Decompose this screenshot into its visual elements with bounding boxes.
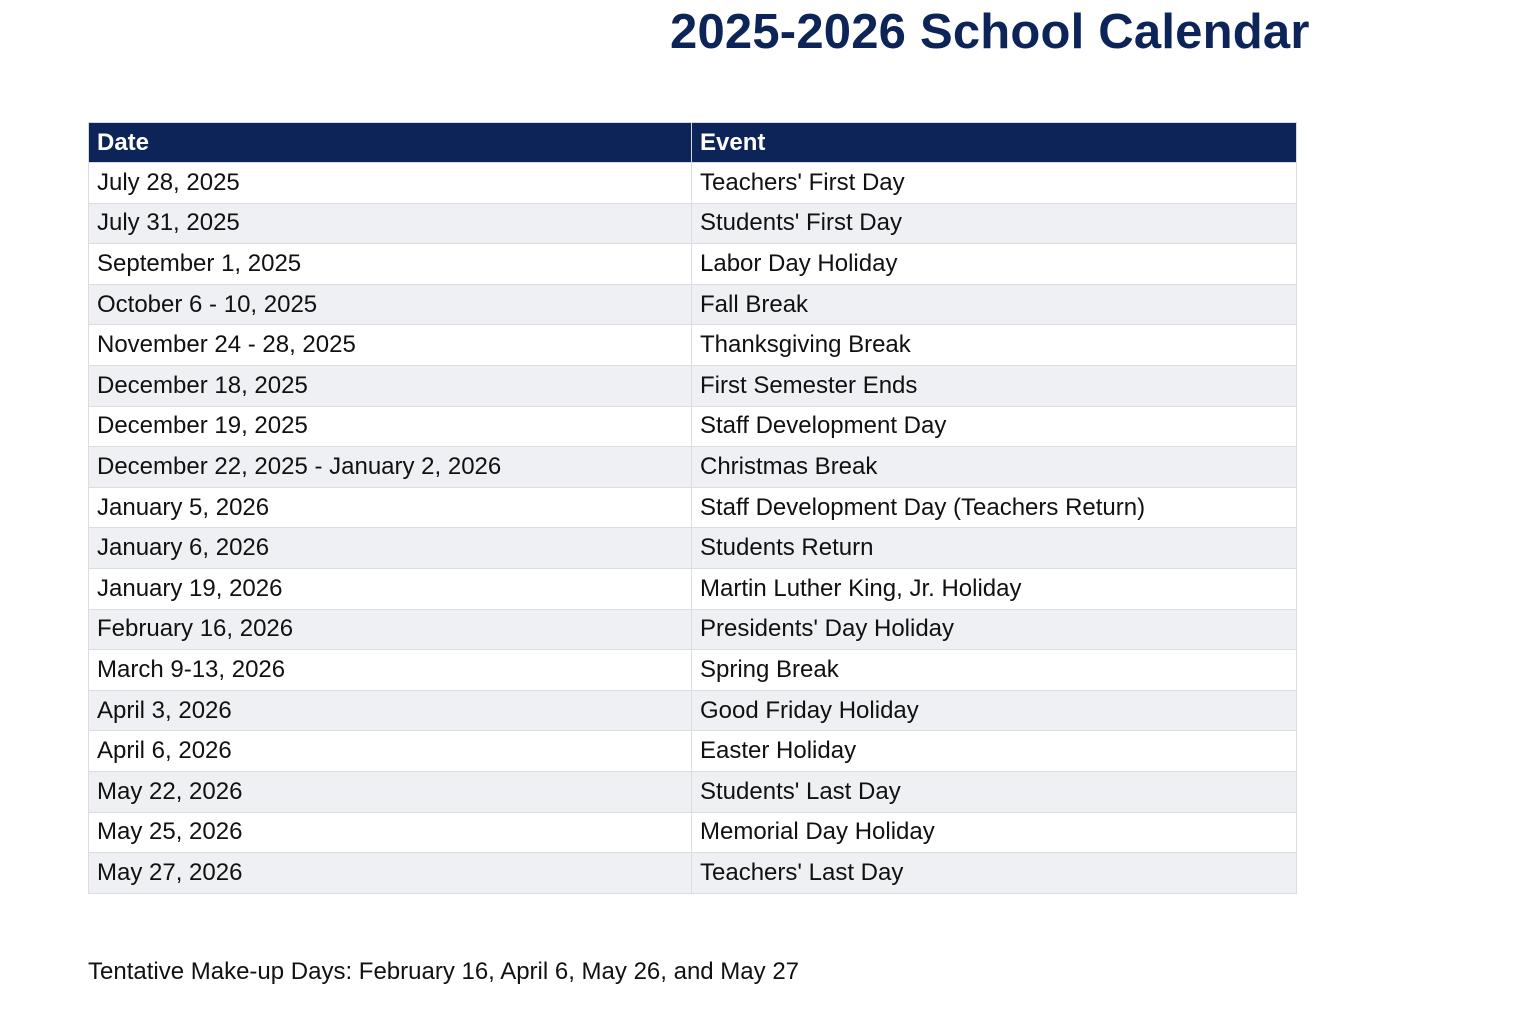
table-row [89,284,1297,325]
date-cell: July 28, 2025 [89,163,692,204]
date-cell: September 1, 2025 [89,244,692,285]
table-row [89,163,1297,204]
date-cell: July 31, 2025 [89,203,692,244]
date-cell: April 6, 2026 [89,731,692,772]
table-row [89,812,1297,853]
event-cell: Labor Day Holiday [692,244,1297,285]
event-cell: Easter Holiday [692,731,1297,772]
table-row [89,853,1297,894]
event-cell: Presidents' Day Holiday [692,609,1297,650]
event-cell: First Semester Ends [692,365,1297,406]
table-row [89,528,1297,569]
event-cell: Students Return [692,528,1297,569]
event-cell: Students' Last Day [692,771,1297,812]
event-cell: Fall Break [692,284,1297,325]
event-cell: Memorial Day Holiday [692,812,1297,853]
date-cell: October 6 - 10, 2025 [89,284,692,325]
column-header-event: Event [692,123,1297,163]
event-cell: Staff Development Day [692,406,1297,447]
table-row [89,325,1297,366]
event-cell: Good Friday Holiday [692,690,1297,731]
table-row [89,771,1297,812]
date-cell: March 9-13, 2026 [89,650,692,691]
date-cell: December 22, 2025 - January 2, 2026 [89,447,692,488]
date-cell: November 24 - 28, 2025 [89,325,692,366]
table-row [89,244,1297,285]
event-cell: Staff Development Day (Teachers Return) [692,487,1297,528]
date-cell: April 3, 2026 [89,690,692,731]
table-row [89,447,1297,488]
date-cell: May 22, 2026 [89,771,692,812]
date-cell: January 19, 2026 [89,568,692,609]
event-cell: Teachers' Last Day [692,853,1297,894]
date-cell: May 25, 2026 [89,812,692,853]
table-row [89,731,1297,772]
date-cell: February 16, 2026 [89,609,692,650]
date-cell: December 18, 2025 [89,365,692,406]
column-header-date: Date [89,123,692,163]
event-cell: Christmas Break [692,447,1297,488]
table-row [89,203,1297,244]
event-cell: Students' First Day [692,203,1297,244]
table-row [89,487,1297,528]
date-cell: May 27, 2026 [89,853,692,894]
table-row [89,568,1297,609]
date-cell: January 6, 2026 [89,528,692,569]
table-row [89,609,1297,650]
calendar-table [88,122,1297,894]
table-header-row [89,123,1297,163]
makeup-days-note: Tentative Make-up Days: February 16, April 6, May 26, and May 27 [88,958,800,985]
date-cell: December 19, 2025 [89,406,692,447]
table-row [89,406,1297,447]
event-cell: Thanksgiving Break [692,325,1297,366]
event-cell: Martin Luther King, Jr. Holiday [692,568,1297,609]
table-row [89,650,1297,691]
page-title: 2025-2026 School Calendar [670,5,1310,59]
table-row [89,690,1297,731]
date-cell: January 5, 2026 [89,487,692,528]
event-cell: Spring Break [692,650,1297,691]
table-row [89,365,1297,406]
event-cell: Teachers' First Day [692,163,1297,204]
